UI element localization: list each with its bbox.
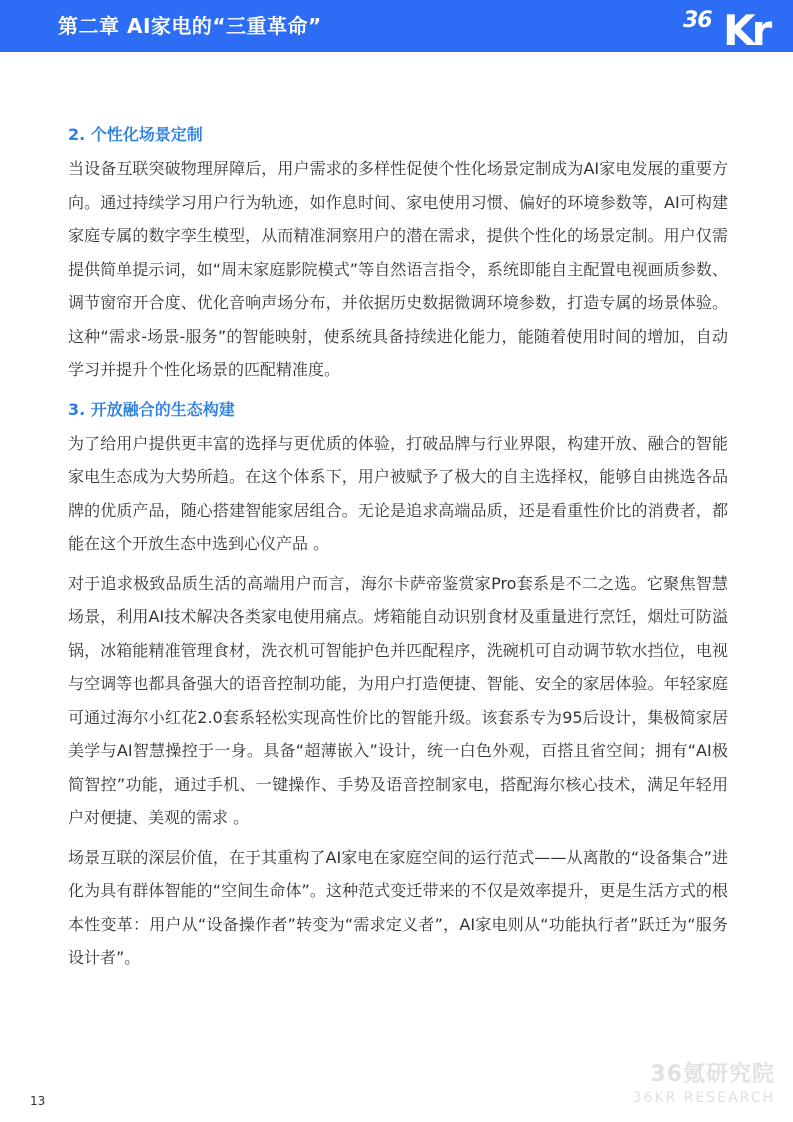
section-heading-personalized-scenes: 2. 个性化场景定制 <box>68 125 203 144</box>
page-number: 13 <box>30 1094 46 1108</box>
section-heading-open-ecosystem: 3. 开放融合的生态构建 <box>68 399 235 419</box>
paragraph: 为了给用户提供更丰富的选择与更优质的体验，打破品牌与行业界限，构建开放、融合的智能家电生态成为大势所趋。在这个体系下，用户被赋予了极大的自主选择权，能够自由挑选各品牌的优质产品，随心搭建智能家居组合。无论是追求高端品质，还是看重性价比的消费者，都能在这个开放生态中选到心仪产品 。 <box>68 433 728 553</box>
main-content <box>68 118 728 981</box>
watermark-cn: 36氪研究院 <box>650 1062 775 1087</box>
36kr-logo <box>683 0 793 55</box>
logo-36-text: 36 <box>683 8 712 33</box>
paragraph: 当设备互联突破物理屏障后，用户需求的多样性促使个性化场景定制成为AI家电发展的重要方向。通过持续学习用户行为轨迹，如作息时间、家电使用习惯、偏好的环境参数等，AI可构建家庭专属的数字孪生模型，从而精准洞察用户的潜在需求，提供个性化的场景定制。用户仅需提供简单提示词，如“周末家庭影院模式”等自然语言指令，系统即能自主配置电视画质参数、调节窗帘开合度、优化音响声场分布，并依据历史数据微调环境参数，打造专属的场景体验。这种“需求-场景-服务”的智能映射，使系统具备持续进化能力，能随着使用时间的增加，自动学习并提升个性化场景的匹配精准度。 <box>68 159 728 379</box>
watermark-en: 36KR RESEARCH <box>632 1090 775 1106</box>
logo-kr-text: Kr <box>723 6 769 55</box>
36kr-research-watermark <box>633 1057 775 1106</box>
paragraph: 场景互联的深层价值，在于其重构了AI家电在家庭空间的运行范式——从离散的“设备集合”进化为具有群体智能的“空间生命体”。这种范式变迁带来的不仅是效率提升，更是生活方式的根本性变革：用户从“设备操作者”转变为“需求定义者”，AI家电则从“功能执行者”跃迁为“服务设计者”。 <box>68 847 728 967</box>
header-bar <box>0 0 793 55</box>
chapter-title: 第二章 AI家电的“三重革命” <box>58 14 322 38</box>
paragraph: 对于追求极致品质生活的高端用户而言，海尔卡萨帝鉴赏家Pro套系是不二之选。它聚焦智慧场景，利用AI技术解决各类家电使用痛点。烤箱能自动识别食材及重量进行烹饪，烟灶可防溢锅，冰箱能精准管理食材，洗衣机可智能护色并匹配程序，洗碗机可自动调节软水挡位，电视与空调等也都具备强大的语音控制功能，为用户打造便捷、智能、安全的家居体验。年轻家庭可通过海尔小红花2.0套系轻松实现高性价比的智能升级。该套系专为95后设计，集极简家居美学与AI智慧操控于一身。具备“超薄嵌入”设计，统一白色外观，百搭且省空间；拥有“AI极简智控”功能，通过手机、一键操作、手势及语音控制家电，搭配海尔核心技术，满足年轻用户对便捷、美观的需求 。 <box>68 573 728 827</box>
